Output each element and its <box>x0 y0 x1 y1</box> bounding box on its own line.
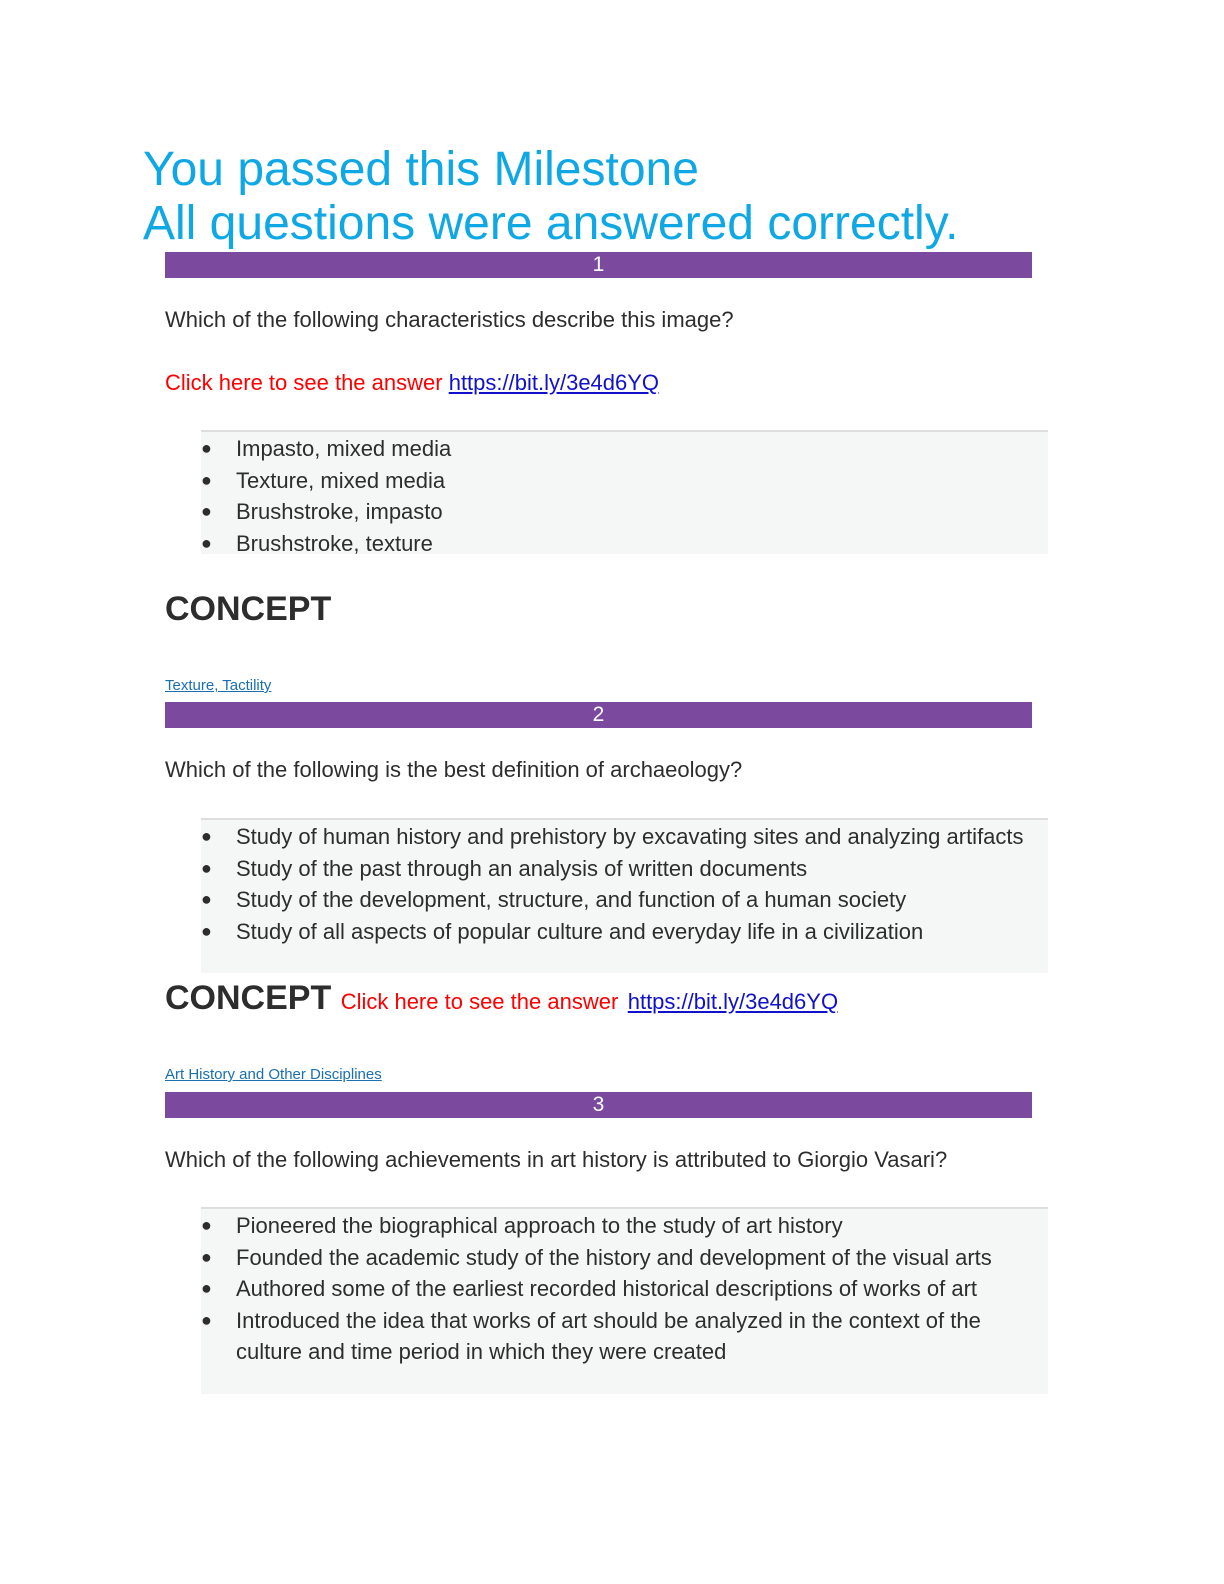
question-3-options <box>201 1207 1048 1394</box>
bullet-icon: ● <box>201 1278 212 1298</box>
bullet-icon: ● <box>201 889 212 909</box>
bullet-icon: ● <box>201 1309 212 1330</box>
question-2-text: Which of the following is the best definition of archaeology? <box>165 757 743 782</box>
bullet-icon: ● <box>201 826 212 846</box>
bullet-icon: ● <box>201 1246 212 1267</box>
answer-prompt: Click here to see the answer <box>165 370 443 395</box>
milestone-passed-heading: You passed this Milestone <box>143 143 699 196</box>
question-1-text: Which of the following characteristics describe this image? <box>165 307 734 332</box>
bullet-icon: ● <box>201 857 212 878</box>
answer-link[interactable]: https://bit.ly/3e4d6YQ <box>627 989 839 1014</box>
question-1-options <box>201 430 1048 554</box>
question-3-text: Which of the following achievements in art history is attributed to Giorgio Vasari? <box>165 1147 948 1172</box>
option-item[interactable]: ● Study of the past through an analysis of written documents <box>201 853 1048 885</box>
option-item[interactable]: ● Study of the development, structure, and function of a human society <box>201 884 1048 916</box>
option-item[interactable]: ● Authored some of the earliest recorded historical descriptions of works of art <box>201 1273 1048 1305</box>
bullet-icon: ● <box>201 438 212 458</box>
bullet-icon: ● <box>201 920 212 941</box>
question-2-number-bar: 2 <box>165 702 1032 728</box>
option-item[interactable]: ● Introduced the idea that works of art should be analyzed in the context of the culture and time period in which they were created <box>201 1305 1048 1368</box>
concept-heading-2 <box>165 978 838 1022</box>
bullet-icon: ● <box>201 501 212 521</box>
answer-line-1 <box>165 367 659 399</box>
all-correct-heading: All questions were answered correctly. <box>143 197 959 250</box>
concept-heading-1: CONCEPT <box>165 590 332 628</box>
option-item[interactable]: ● Brushstroke, texture <box>201 528 1048 560</box>
question-1-number-bar: 1 <box>165 252 1032 278</box>
bullet-icon: ● <box>201 469 212 490</box>
option-item[interactable]: ● Impasto, mixed media <box>201 433 1048 465</box>
answer-prompt: Click here to see the answer <box>340 989 619 1014</box>
question-2-options <box>201 818 1048 973</box>
option-item[interactable]: ● Texture, mixed media <box>201 465 1048 497</box>
answer-link[interactable]: https://bit.ly/3e4d6YQ <box>448 370 660 395</box>
question-3-number-bar: 3 <box>165 1092 1032 1118</box>
option-item[interactable]: ● Brushstroke, impasto <box>201 496 1048 528</box>
concept-link-2[interactable]: Art History and Other Disciplines <box>165 1066 382 1083</box>
option-item[interactable]: ● Pioneered the biographical approach to the study of art history <box>201 1210 1048 1242</box>
concept-link-1[interactable]: Texture, Tactility <box>165 677 272 694</box>
concept-label: CONCEPT <box>165 979 332 1017</box>
option-item[interactable]: ● Study of human history and prehistory by excavating sites and analyzing artifacts <box>201 821 1048 853</box>
option-item[interactable]: ● Founded the academic study of the history and development of the visual arts <box>201 1242 1048 1274</box>
option-item[interactable]: ● Study of all aspects of popular culture and everyday life in a civilization <box>201 916 1048 948</box>
bullet-icon: ● <box>201 532 212 553</box>
bullet-icon: ● <box>201 1215 212 1235</box>
